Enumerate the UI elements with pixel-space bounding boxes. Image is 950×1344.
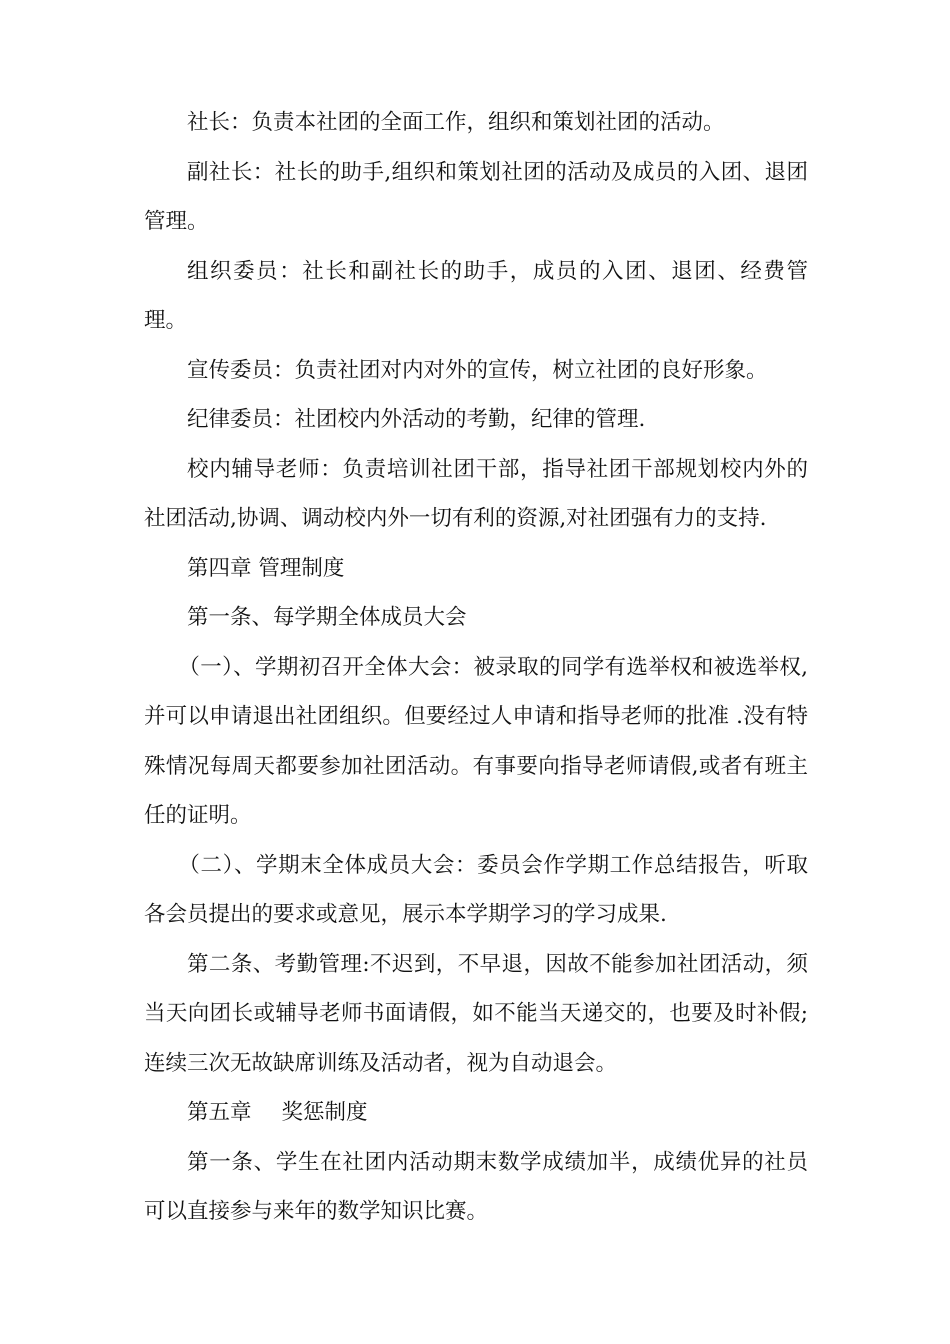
- paragraph-reward-article-one: 第一条、学生在社团内活动期末数学成绩加半，成绩优异的社员可以直接参与来年的数学知识比赛。: [144, 1149, 808, 1224]
- paragraph-vice-president-duties: 副社长：社长的助手,组织和策划社团的活动及成员的入团、退团管理。: [144, 159, 808, 234]
- document-body: [144, 98, 808, 1237]
- chapter-five-heading: [144, 1088, 808, 1138]
- paragraph-publicity-committee-duties: 宣传委员：负责社团对内对外的宣传，树立社团的良好形象。: [187, 357, 768, 383]
- chapter-five-title: 奖惩制度: [281, 1100, 368, 1125]
- paragraph-term-start-meeting: （一）、学期初召开全体大会：被录取的同学有选举权和被选举权,并可以申请退出社团组织。但要经过人申请和指导老师的批准 .没有特殊情况每周天都要参加社团活动。有事要向指导老师请假,或者有班主任的证明。: [144, 654, 808, 828]
- article-one-heading: 第一条、每学期全体成员大会: [187, 605, 467, 630]
- paragraph-term-end-meeting: （二）、学期末全体成员大会：委员会作学期工作总结报告，听取各会员提出的要求或意见，展示本学期学习的学习成果.: [144, 852, 808, 927]
- chapter-four-heading: 第四章 管理制度: [187, 555, 345, 581]
- paragraph-president-duties: 社长：负责本社团的全面工作，组织和策划社团的活动。: [187, 110, 725, 135]
- chapter-five-number: 第五章: [187, 1100, 252, 1125]
- paragraph-attendance-management: 第二条、考勤管理:不迟到，不早退，因故不能参加社团活动，须当天向团长或辅导老师书面请假，如不能当天递交的，也要及时补假;连续三次无故缺席训练及活动者，视为自动退会。: [144, 951, 808, 1076]
- paragraph-organization-committee-duties: 组织委员：社长和副社长的助手，成员的入团、退团、经费管理。: [144, 258, 808, 333]
- paragraph-discipline-committee-duties: 纪律委员：社团校内外活动的考勤，纪律的管理.: [187, 407, 646, 432]
- paragraph-advisor-duties: 校内辅导老师：负责培训社团干部，指导社团干部规划校内外的社团活动,协调、调动校内外一切有利的资源,对社团强有力的支持.: [144, 456, 808, 531]
